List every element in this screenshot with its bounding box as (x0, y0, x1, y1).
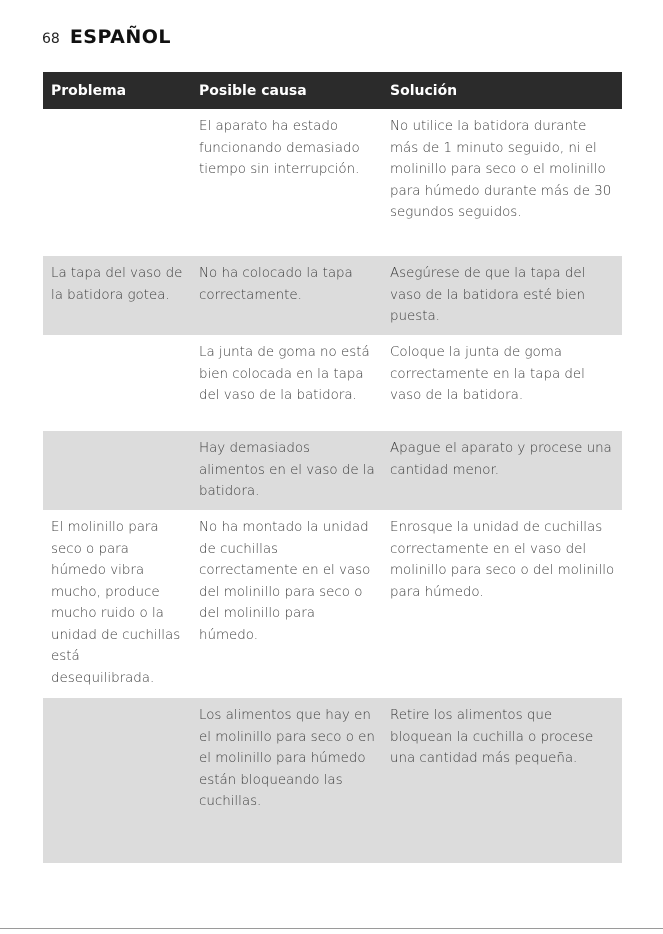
cause-cell: No ha montado la unidad de cuchillas correctamente en el vaso del molinillo para seco o del molinillo para húmedo. (199, 520, 371, 643)
problem-cell: La tapa del vaso de la batidora gotea. (43, 256, 191, 335)
solution-cell: Apague el aparato y procese una cantidad menor. (382, 431, 622, 510)
column-header-solution: Solución (382, 72, 622, 109)
solution-cell: No utilice la batidora durante más de 1 minuto seguido, ni el molinillo para seco o el molinillo para húmedo durante más de 30 segundos seguidos. (390, 119, 612, 220)
table-row (43, 431, 622, 510)
cause-cell: Los alimentos que hay en el molinillo para seco o en el molinillo para húmedo están bloqueando las cuchillas. (191, 698, 382, 863)
column-header-problem: Problema (43, 72, 191, 109)
cause-cell: La junta de goma no está bien colocada en la tapa del vaso de la batidora. (199, 345, 370, 403)
problem-cell (43, 335, 191, 431)
table-row (43, 256, 622, 335)
table-row (43, 698, 622, 863)
cause-cell: No ha colocado la tapa correctamente. (191, 256, 382, 335)
problem-cell (43, 698, 191, 863)
page-header (42, 26, 171, 48)
page-number: 68 (42, 31, 60, 47)
problem-cell (43, 431, 191, 510)
cause-cell: Hay demasiados alimentos en el vaso de la batidora. (191, 431, 382, 510)
table-header-row (43, 72, 622, 109)
solution-cell: Coloque la junta de goma correctamente en la tapa del vaso de la batidora. (390, 345, 585, 403)
solution-cell: Asegúrese de que la tapa del vaso de la batidora esté bien puesta. (382, 256, 622, 335)
cause-cell: El aparato ha estado funcionando demasiado tiempo sin interrupción. (199, 119, 360, 177)
solution-cell: Retire los alimentos que bloquean la cuchilla o procese una cantidad más pequeña. (382, 698, 622, 863)
problem-cell (43, 109, 191, 256)
solution-cell: Enrosque la unidad de cuchillas correctamente en el vaso del molinillo para seco o del molinillo para húmedo. (390, 520, 615, 600)
troubleshooting-table (43, 72, 622, 863)
problem-cell: El molinillo para seco o para húmedo vibra mucho, produce mucho ruido o la unidad de cuchillas está desequilibrada. (51, 520, 181, 686)
section-title: ESPAÑOL (69, 26, 172, 48)
page-bottom-divider (0, 928, 663, 929)
table-row (43, 510, 622, 698)
column-header-cause: Posible causa (191, 72, 382, 109)
table-row (43, 109, 622, 256)
table-row (43, 335, 622, 431)
